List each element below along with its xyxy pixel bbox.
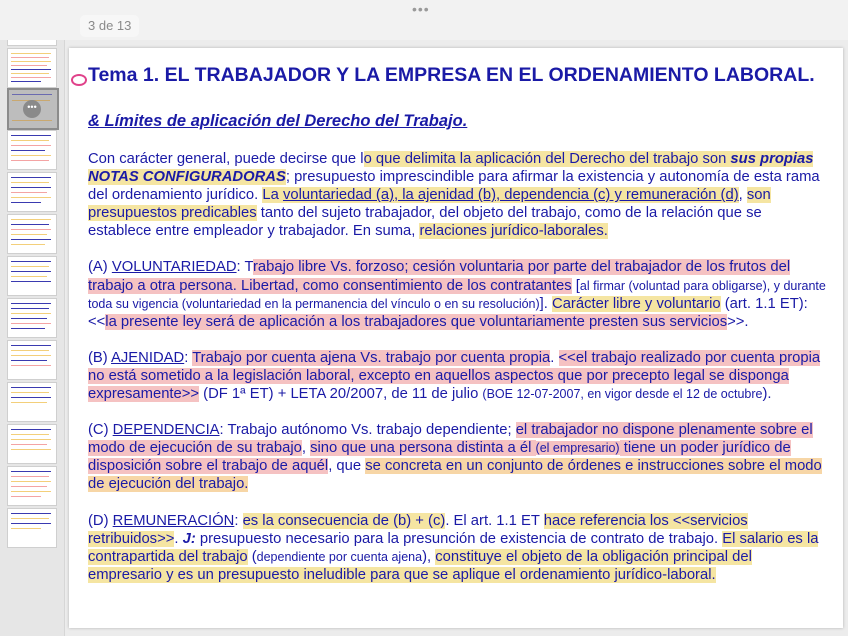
- text-run: ].: [539, 295, 553, 312]
- text-run: (: [247, 548, 257, 565]
- text-run: (BOE 12-07-2007, en vigor desde el 12 de octubre: [482, 387, 763, 402]
- text-run: (C): [88, 422, 113, 439]
- highlight: constituye el objeto de la obligación principal del empresario y es un presupuesto ineludible para que se aplique el ordenamiento jurídico-laboral.: [88, 548, 752, 583]
- highlight: sus propias NOTAS CONFIGURADORAS: [88, 151, 814, 186]
- highlight: voluntariedad (a), la ajenidad (b), dependencia (c) y remuneración (d): [282, 187, 739, 204]
- text-run: J:: [182, 530, 196, 547]
- text-run: : Trabajo autónomo Vs. trabajo dependiente;: [219, 422, 516, 439]
- page-thumbnail-2[interactable]: [7, 48, 57, 88]
- page-thumbnail-11[interactable]: [7, 424, 57, 464]
- highlight: Carácter libre y voluntario: [552, 295, 721, 312]
- paragraph-remuneracion: [88, 512, 828, 584]
- highlight: la presente ley será de aplicación a los trabajadores que voluntariamente presten sus servicios: [105, 313, 728, 330]
- page-thumbnail-4[interactable]: [7, 130, 57, 170]
- text-run: (B): [88, 349, 112, 366]
- text-run: [: [571, 277, 580, 294]
- ellipsis-icon[interactable]: •••: [23, 100, 41, 118]
- text-run: (art. 1.1 ET): <<: [88, 295, 808, 330]
- text-run: : T: [236, 259, 253, 276]
- highlight: (el empresario): [535, 441, 620, 456]
- highlight: el trabajador no dispone plenamente sobre el modo de ejecución de su trabajo: [88, 422, 813, 457]
- highlight: El salario es la contrapartida del trabajo: [88, 530, 819, 565]
- text-run: ),: [422, 548, 436, 565]
- highlight: rabajo libre Vs. forzoso;: [253, 259, 413, 276]
- term-remuneracion: REMUNERACIÓN: [112, 512, 235, 529]
- text-run: tanto del sujeto trabajador, del objeto del trabajo, como de la relación que se establece entre empleador y trabajador. En suma,: [88, 205, 762, 240]
- text-run: . El art. 1.1 ET: [445, 512, 544, 529]
- thumbnail-sidebar[interactable]: [0, 0, 65, 636]
- text-run: :: [234, 512, 243, 529]
- document-subtitle: & Límites de aplicación del Derecho del Trabajo.: [88, 112, 468, 130]
- page-indicator: 3 de 13: [80, 15, 139, 37]
- highlight: tiene un poder jurídico de disposición sobre el trabajo de aquél: [88, 440, 791, 475]
- highlight: se concreta en un conjunto de órdenes e instrucciones sobre el modo de ejecución del trabajo.: [88, 458, 822, 493]
- text-run: .: [550, 349, 559, 366]
- paragraph-voluntariedad: [88, 258, 828, 330]
- text-run: ; presupuesto imprescindible para afirmar la existencia y autonomía de esta rama del ordenamiento jurídico.: [88, 169, 820, 204]
- document-page: [69, 48, 843, 628]
- text-run: >>.: [727, 313, 749, 330]
- text-run: dependiente por cuenta ajena: [256, 549, 423, 564]
- text-run: :: [184, 349, 193, 366]
- highlight: sino que una persona distinta a él: [310, 440, 536, 457]
- text-run: Con carácter general, puede decirse que l: [88, 151, 364, 167]
- highlight: son presupuestos predicables: [88, 187, 771, 222]
- page-thumbnail-9[interactable]: [7, 340, 57, 380]
- page-thumbnail-6[interactable]: [7, 214, 57, 254]
- page-content: [88, 56, 828, 584]
- page-thumbnail-12[interactable]: [7, 466, 57, 506]
- text-run: ,: [738, 187, 747, 204]
- circle-annotation-icon: [71, 74, 87, 86]
- highlight: hace referencia los <<servicios retribuidos>>: [88, 512, 748, 547]
- highlight: <<el trabajo realizado por cuenta propia no está sometido a la legislación laboral, excepto en aquellos aspectos que por precepto legal se disponga expresamente>>: [88, 349, 821, 403]
- ellipsis-icon[interactable]: •••: [412, 1, 430, 17]
- text-run: .: [174, 530, 183, 547]
- highlight: o que delimita la aplicación del Derecho del trabajo son: [363, 151, 731, 167]
- page-thumbnail-13[interactable]: [7, 508, 57, 548]
- highlight: La: [262, 187, 283, 204]
- text-run: (DF 1ª ET) + LETA 20/2007, de 11 de julio: [199, 386, 483, 403]
- text-run: ,: [301, 440, 311, 457]
- term-ajenidad: AJENIDAD: [111, 349, 185, 366]
- text-run: (D): [88, 512, 113, 529]
- paragraph-dependencia: [88, 421, 828, 493]
- page-thumbnail-8[interactable]: [7, 298, 57, 338]
- document-title: Tema 1. EL TRABAJADOR Y LA EMPRESA EN EL ORDENAMIENTO LABORAL.: [88, 64, 815, 86]
- text-run: ).: [762, 386, 772, 403]
- text-run: al firmar (voluntad para obligarse), y durante toda su vigencia (voluntariedad en la permanencia del vínculo o en su resolución): [88, 278, 826, 311]
- paragraph-intro: [88, 150, 828, 240]
- term-dependencia: DEPENDENCIA: [112, 422, 220, 439]
- paragraph-ajenidad: [88, 349, 828, 403]
- highlight: Trabajo por cuenta ajena Vs. trabajo por cuenta propia: [192, 349, 551, 366]
- highlight: cesión voluntaria por parte del trabajador de los frutos del trabajo a otra persona. Libertad, como consentimiento de los contratantes: [88, 259, 791, 294]
- page-thumbnail-3[interactable]: [7, 88, 59, 130]
- text-run: (A): [88, 259, 112, 276]
- highlight: es la consecuencia de (b) + (c): [242, 512, 446, 529]
- text-run: , que: [328, 458, 366, 475]
- page-thumbnail-7[interactable]: [7, 256, 57, 296]
- highlight: relaciones jurídico-laborales.: [419, 223, 608, 240]
- text-run: presupuesto necesario para la presunción de existencia de contrato de trabajo.: [195, 530, 723, 547]
- page-thumbnail-5[interactable]: [7, 172, 57, 212]
- term-voluntariedad: VOLUNTARIEDAD: [111, 259, 237, 276]
- page-thumbnail-10[interactable]: [7, 382, 57, 422]
